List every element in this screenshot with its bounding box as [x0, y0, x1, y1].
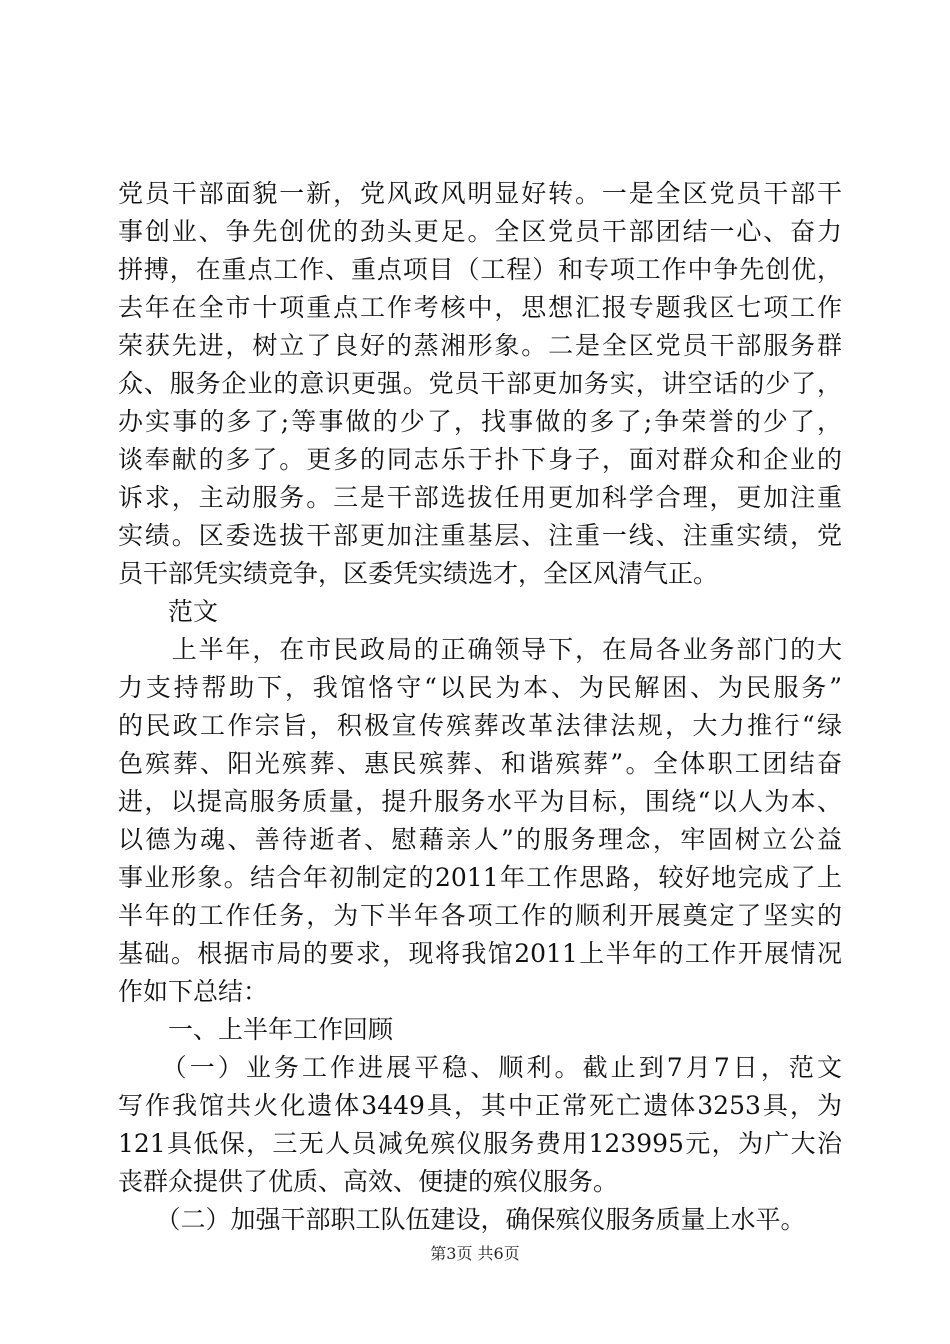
page-footer: 第3页 共6页: [430, 1244, 520, 1263]
body-text-line: 拼搏，在重点工作、重点项目（工程）和专项工作中争先创优，: [118, 255, 842, 284]
subsection-heading: （二）加强干部职工队伍建设，确保殡仪服务质量上水平。: [118, 1205, 806, 1234]
body-text-line: 诉求，主动服务。三是干部选拔任用更加科学合理，更加注重: [118, 483, 842, 512]
body-text-line: 谈奉献的多了。更多的同志乐于扑下身子，面对群众和企业的: [118, 445, 842, 474]
section-heading: 一、上半年工作回顾: [118, 1015, 394, 1044]
body-text-line: 半年的工作任务，为下半年各项工作的顺利开展奠定了坚实的: [118, 901, 842, 930]
body-text-line: 员干部凭实绩竞争，区委凭实绩选才，全区风清气正。: [118, 559, 719, 588]
body-text-line: 写作我馆共火化遗体3449具，其中正常死亡遗体3253具，为: [118, 1091, 842, 1120]
body-text-line: 进，以提高服务质量，提升服务水平为目标，围绕“以人为本、: [118, 787, 842, 816]
body-text-line: （一）业务工作进展平稳、顺利。截止到7月7日，范文: [118, 1053, 842, 1082]
body-text-line: 色殡葬、阳光殡葬、惠民殡葬、和谐殡葬”。全体职工团结奋: [118, 749, 842, 778]
body-text-line: 荣获先进，树立了良好的蒸湘形象。二是全区党员干部服务群: [118, 331, 842, 360]
body-text-line: 作如下总结：: [118, 977, 269, 1006]
body-text-line: 的民政工作宗旨，积极宣传殡葬改革法律法规，大力推行“绿: [118, 711, 842, 740]
body-text-line: 事业形象。结合年初制定的2011年工作思路，较好地完成了上: [118, 863, 842, 892]
body-text-line: 基础。根据市局的要求，现将我馆2011上半年的工作开展情况: [118, 939, 842, 968]
body-text-line: 力支持帮助下，我馆恪守“以民为本、为民解困、为民服务”: [118, 673, 842, 702]
body-text-line: 众、服务企业的意识更强。党员干部更加务实，讲空话的少了，: [118, 369, 842, 398]
body-text-line: 上半年，在市民政局的正确领导下，在局各业务部门的大: [118, 635, 842, 664]
body-text-line: 事创业、争先创优的劲头更足。全区党员干部团结一心、奋力: [118, 217, 842, 246]
section-label: 范文: [118, 597, 219, 626]
body-text-line: 党员干部面貌一新，党风政风明显好转。一是全区党员干部干: [118, 179, 842, 208]
body-text-line: 实绩。区委选拔干部更加注重基层、注重一线、注重实绩，党: [118, 521, 842, 550]
body-text-line: 去年在全市十项重点工作考核中，思想汇报专题我区七项工作: [118, 293, 842, 322]
body-text-line: 121具低保，三无人员减免殡仪服务费用123995元，为广大治: [118, 1129, 842, 1158]
body-text-line: 以德为魂、善待逝者、慰藉亲人”的服务理念，牢固树立公益: [118, 825, 842, 854]
body-text-line: 丧群众提供了优质、高效、便捷的殡仪服务。: [118, 1167, 619, 1196]
body-text-line: 办实事的多了;等事做的少了，找事做的多了;争荣誉的少了，: [118, 407, 842, 436]
